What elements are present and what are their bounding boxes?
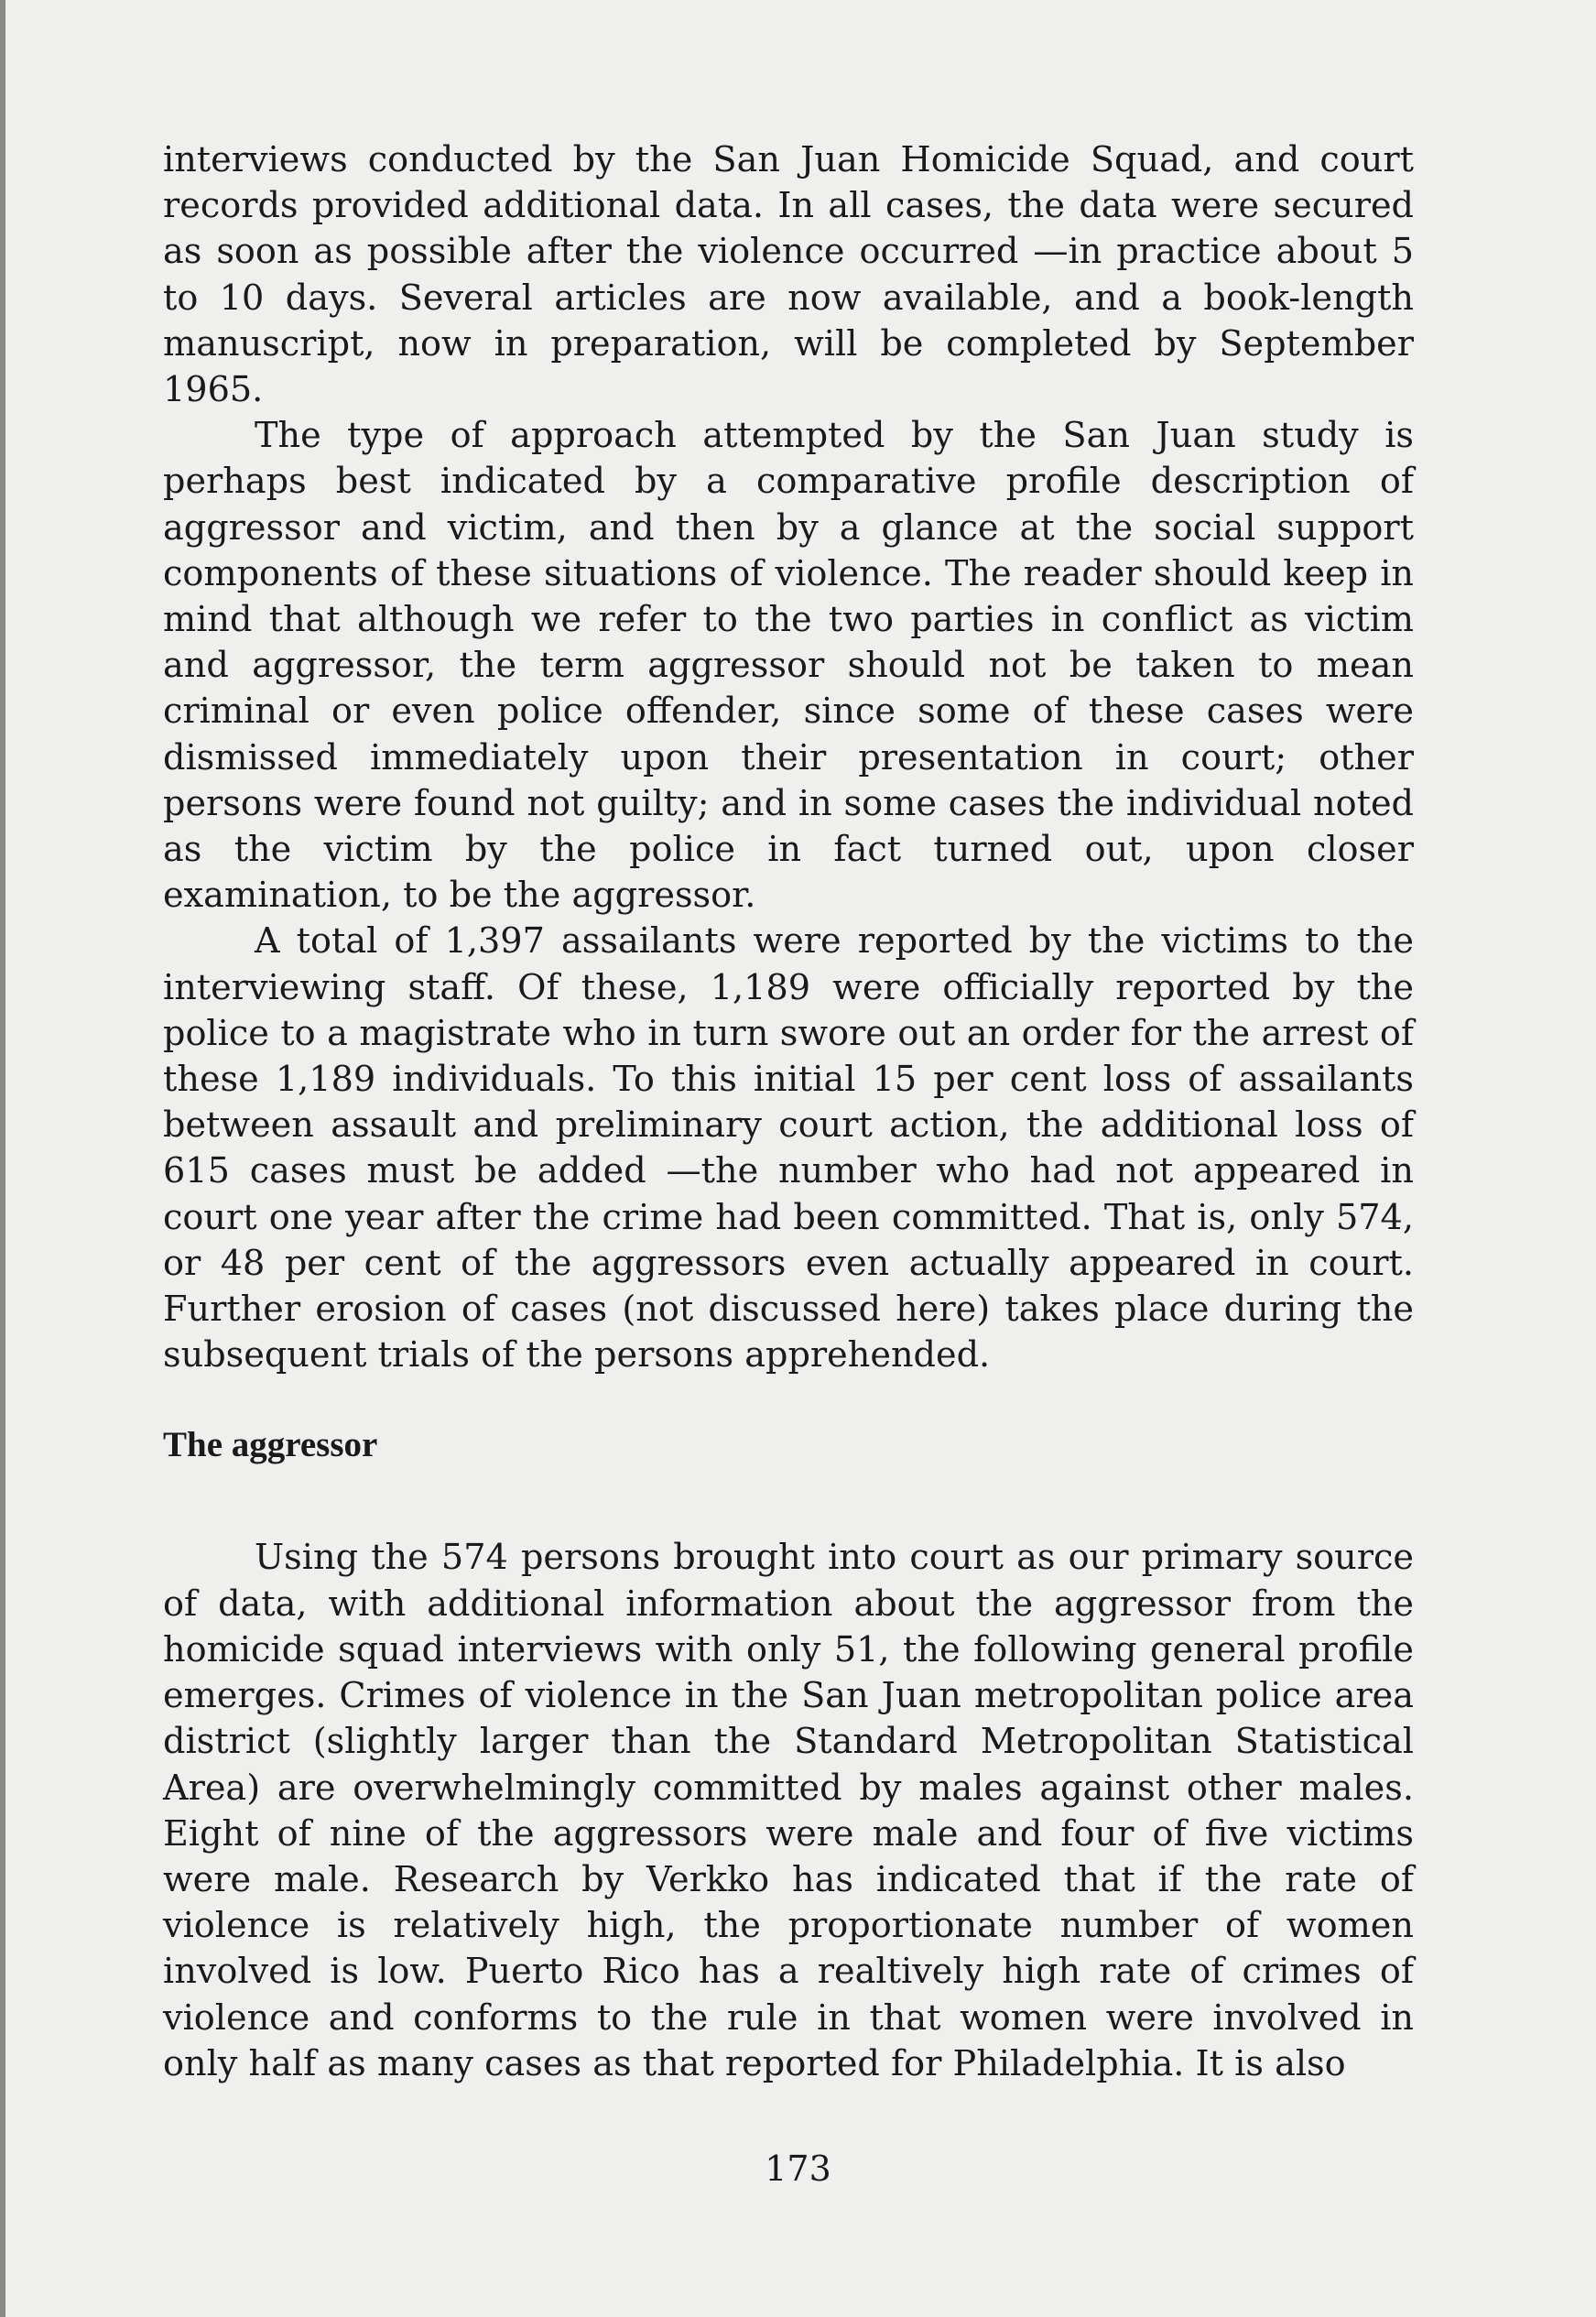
body-paragraph-1: interviews conducted by the San Juan Homicide Squad, and court records provided additional data. In all cases, the data were secured as soon as possible after the violence occurred —in practice about 5 to 10 days. Several articles are now available, and a book-length manuscript, now in preparation, will be completed by September 1965. <box>163 140 1414 411</box>
section-heading: The aggressor <box>163 1425 378 1465</box>
heading-spacer <box>163 1468 1414 1535</box>
book-spine-edge <box>0 0 5 2317</box>
page-number: 173 <box>765 2148 831 2189</box>
page-body <box>163 137 1414 2087</box>
body-paragraph-3: A total of 1,397 assailants were reported by the victims to the interviewing staff. Of these, 1,189 were officially reported by the police to a magistrate who in turn swore out an order for the arrest of these 1,189 individuals. To this initial 15 per cent loss of assailants between assault and preliminary court action, the additional loss of 615 cases must be added —the number who had not appeared in court one year after the crime had been committed. That is, only 574, or 48 per cent of the aggressors even actually appeared in court. Further erosion of cases (not discussed here) takes place during the subsequent trials of the persons apprehended. <box>163 921 1414 1376</box>
body-paragraph-4: Using the 574 persons brought into court as our primary source of data, with additional information about the aggressor from the homicide squad interviews with only 51, the following general profile emerges. Crimes of violence in the San Juan metropolitan police area district (slightly larger than the Standard Metropolitan Statistical Area) are overwhelmingly committed by males against other males. Eight of nine of the aggressors were male and four of five victims were male. Research by Verkko has indicated that if the rate of violence is relatively high, the proportionate number of women involved is low. Puerto Rico has a realtively high rate of crimes of violence and conforms to the rule in that women were involved in only half as many cases as that reported for Philadelphia. It is also <box>163 1538 1414 2084</box>
body-paragraph-2: The type of approach attempted by the San Juan study is perhaps best indicated by a comparative profile description of aggressor and victim, and then by a glance at the social support components of these situations of violence. The reader should keep in mind that although we refer to the two parties in conflict as victim and aggressor, the term aggressor should not be taken to mean criminal or even police offender, since some of these cases were dismissed immediately upon their presentation in court; other persons were found not guilty; and in some cases the individual noted as the victim by the police in fact turned out, upon closer examination, to be the aggressor. <box>163 416 1414 917</box>
